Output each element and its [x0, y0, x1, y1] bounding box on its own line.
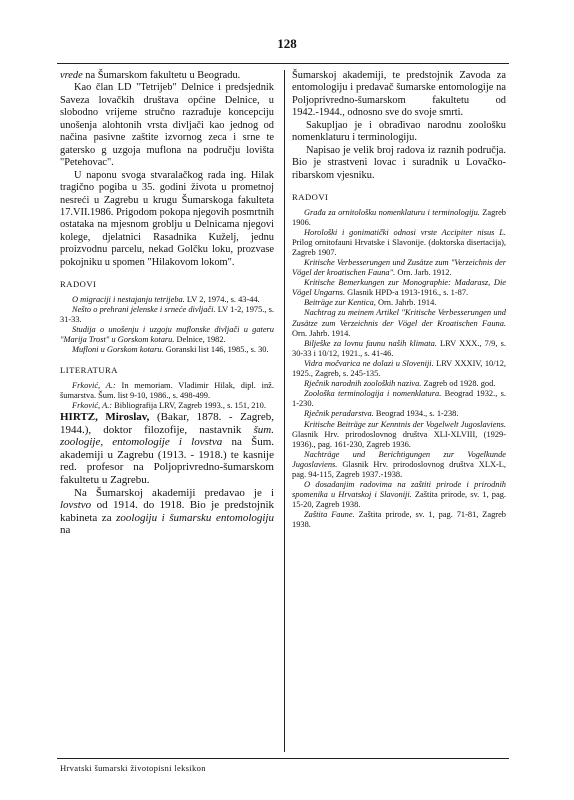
literatura-heading: LITERATURA [60, 365, 118, 376]
right-works-list [292, 208, 506, 531]
work-item [292, 510, 506, 530]
bib-details: In memoriam. Vladimir Hilak, dipl. inž. šumarstva. Šum. list 9-10, 1986., s. 498-499. [60, 380, 274, 400]
bib-title: Kritische Bemerkungen zur Monographie: Madarasz, Die Vögel Ungarns. [292, 278, 506, 298]
bib-details: LV 1-2, 1975., s. 31-33. [60, 304, 274, 324]
column-divider [284, 70, 285, 752]
work-item [292, 258, 506, 278]
bib-title: Horološki i gonimatički odnosi vrste Accipiter nisus L. [304, 227, 506, 237]
left-paragraph-3: U naponu svoga stvaralačkog rada ing. Hilak tragično pogiba u 35. godini života u prometnoj nesreći u Zagrebu u krugu Šumarskoga fakulteta 17.VII.1986. Prigodom pokopa njegovih posmrtnih ostataka na mjesnom groblju u Delnicama njegovi kolege, djelatnici Rasadnika Kuželj, jednu proizvodnu parcelu, nekad Golčku loku, prozvase pokojniku u spomen "Hilakovom lokom". [60, 169, 274, 268]
work-item [292, 379, 506, 389]
literature-list [60, 381, 274, 411]
bib-title: Zoološka terminologija i nomenklatura. [304, 389, 442, 399]
text: (Bakar, 1878. - Zagreb, 1944.), doktor filozofije, nastavnik [60, 411, 274, 436]
bib-details: LRV XXX., 7/9, s. 30-33 i 10/12, 1921., s. 41-46. [292, 338, 506, 358]
italic-text: lovstvo [60, 499, 92, 512]
bib-title: Rječnik peradarstva. [304, 409, 374, 419]
right-paragraph-3: Napisao je velik broj radova iz raznih područja. Bio je strastveni lovac i suradnik u Lovačko-ribarskom vjesniku. [292, 144, 506, 181]
left-works-list [60, 295, 274, 356]
work-item [292, 389, 506, 409]
bib-details: LV 2, 1974., s. 43-44. [184, 294, 260, 304]
bib-details: Orn. Jarb. 1912. [395, 268, 452, 278]
bib-title: Rječnik narodnih zooloških naziva. [304, 379, 422, 389]
bib-title: Nachtrag zu meinem Artikel "Kritische Verbesserungen und Zusätze zum Verzeichnis der Vögel der Kroatischen Fauna. [292, 308, 506, 328]
text: na Šum. akademiji u Zagrebu (1913. - 1918.) te kasnije red. profesor na Poljoprivredno-šumarskom fakultetu u Zagrebu. [60, 436, 274, 486]
bib-title: O migraciji i nestajanju tetrijeba. [72, 294, 185, 304]
text: na [60, 524, 71, 537]
bib-title: Mufloni u Gorskom kotaru. [72, 345, 164, 355]
bib-details: Orn. Jahrb. 1914. [375, 298, 437, 308]
left-paragraph-1 [60, 70, 274, 82]
footer: Hrvatski šumarski životopisni leksikon [60, 763, 206, 773]
bottom-rule [57, 758, 509, 759]
work-item [60, 325, 274, 345]
work-item [292, 409, 506, 419]
entry-headword: HIRTZ, Miroslav, [60, 411, 150, 423]
bib-title: Beiträge zur Kentica, [304, 298, 376, 308]
bib-details: Goranski list 146, 1985., s. 30. [163, 345, 269, 355]
bib-details: Zagreb 1906. [292, 207, 506, 227]
italic-text: vrede [60, 70, 83, 81]
italic-text: zoologiju i šumarsku entomologiju [116, 511, 274, 524]
work-item [292, 450, 506, 480]
bib-details: Beograd 1932., s. 1-230. [292, 389, 506, 409]
bib-title: Frković, A.: [72, 400, 113, 410]
work-item [292, 359, 506, 379]
bib-title: Studija o unošenju i uzgoju muflonske divljači u gateru "Marija Trost" u Gorskom kotaru. [60, 324, 274, 345]
bib-details: Glasnik HPD-a 1913-1916., s. 1-87. [345, 288, 469, 298]
right-paragraph-2: Sakupljao je i obrađivao narodnu zoološku nomenklaturu i terminologiju. [292, 119, 506, 144]
bib-details: Zaštita prirode, sv. 1, pag. 71-81, Zagreb 1938. [292, 510, 506, 530]
bib-details: Glasnik Hrv. prirodoslovnog društva XLX-L, pag. 94-115, Zagreb 1937.-1938. [292, 459, 506, 479]
left-column [60, 70, 274, 537]
text: na Šumarskom fakultetu u Beogradu. [82, 70, 241, 81]
radovi-heading-right: RADOVI [292, 192, 329, 203]
bib-title: Frković, A.: [72, 380, 116, 390]
bib-details: Orn. Jahrb. 1914. [292, 328, 351, 338]
right-paragraph-1: Šumarskoj akademiji, te predstojnik Zavoda za entomologiju i predavač šumarske entomologije na Poljoprivredno-šumarskom fakultetu od 1942.-1944., odnosno sve do svoje smrti. [292, 70, 506, 119]
work-item [292, 298, 506, 308]
work-item [292, 339, 506, 359]
bib-details: Delnice, 1982. [174, 335, 226, 345]
work-item [292, 228, 506, 258]
bib-details: Beograd 1934., s. 1-238. [373, 409, 459, 419]
bib-title: Nachträge und Berichtigungen zur Vogelkunde Jugoslaviens. [292, 449, 506, 469]
radovi-heading-left: RADOVI [60, 279, 97, 290]
bib-details: Prilog ornitofauni Hrvatske i Slavonije. (doktorska disertacija), Zagreb 1907. [292, 237, 506, 257]
work-item [292, 308, 506, 338]
top-rule [57, 63, 509, 64]
work-item [292, 208, 506, 228]
bib-title: Zaštita Faune. [304, 510, 355, 520]
bib-title: Kritische Beiträge zur Kenntnis der Vogelwelt Jugoslaviens. [304, 419, 506, 429]
bib-title: Bilješke za lovnu faunu naših klimata. [304, 338, 437, 348]
bib-title: Nešto o prehrani jelenske i srneće divljači. [72, 304, 216, 314]
work-item [292, 420, 506, 450]
text: Na Šumarskoj akademiji predavao je i [74, 486, 274, 499]
bib-details: Glasnik Hrv. prirodoslovnog društva XLI-XLVIII, (1929-1936)., pag. 161-230, Zagreb 1936. [292, 429, 506, 449]
literature-item [60, 381, 274, 401]
bib-details: Zaštita prirode, sv. 1, pag. 15-20, Zagreb 1938. [292, 490, 506, 510]
work-item [60, 295, 274, 305]
right-column [292, 70, 506, 531]
work-item [60, 305, 274, 325]
page-number: 128 [277, 36, 297, 51]
bib-title: Vidra močvarica ne dolazi u Sloveniji. [304, 358, 434, 368]
bib-details: Zagreb od 1928. god. [421, 379, 496, 389]
bib-title: Kritische Verbesserungen und Zusätze zum "Verzeichnis der Vögel der kroatischen Fauna". [292, 258, 506, 278]
bib-title: Građa za ornitološku nomenklaturu i terminologiju. [304, 207, 480, 217]
entry-hirtz-paragraph-2 [60, 487, 274, 537]
text: od 1914. do 1918. Bio je predstojnik kabineta za [60, 499, 274, 524]
work-item [292, 480, 506, 510]
italic-text: šum. zoologije, entomologije i lovstva [60, 423, 274, 449]
entry-hirtz [60, 411, 274, 487]
work-item [292, 278, 506, 298]
bib-details: Bibliografija LRV, Zagreb 1993., s. 151, 210. [112, 400, 266, 410]
bib-details: LRV XXXIV, 10/12, 1925., Zagreb, s. 245-135. [292, 358, 506, 379]
work-item [60, 345, 274, 355]
left-paragraph-2: Kao član LD "Tetrijeb" Delnice i predsjednik Saveza lovačkih društava općine Delnice, u slobodno vrijeme stručno razrađuje koncepciju unošenja alohtonih vrsta divljači kao jednog od načina pasivne zaštite izvornog zeca i srne te gatersko g uzgoja muflona na području lovišta "Petehovac". [60, 82, 274, 169]
bib-title: O dosadanjim radovima na zaštiti prirode i prirodnih spomenika u Hrvatskoj i Slavoniji. [292, 480, 506, 500]
literature-item [60, 401, 274, 411]
